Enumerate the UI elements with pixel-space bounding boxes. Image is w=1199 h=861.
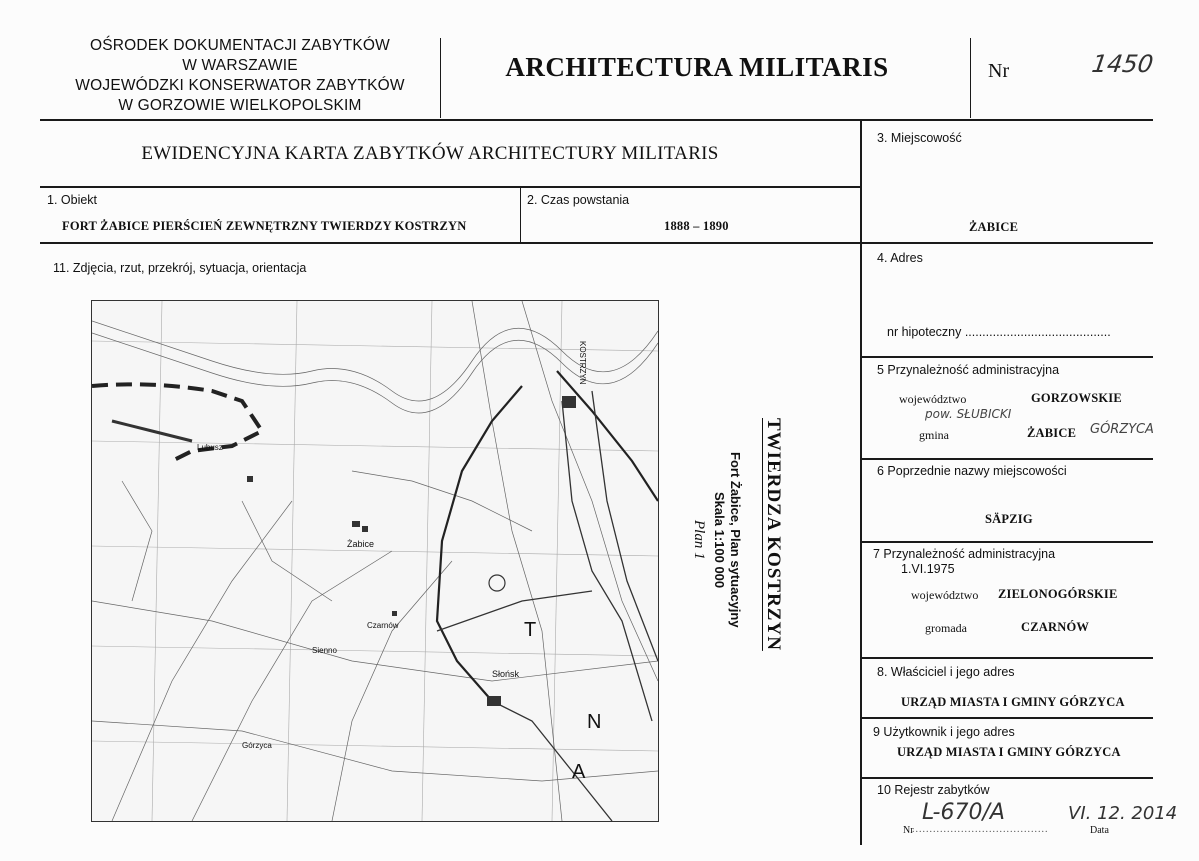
map-label-czarnow: Czarnów — [367, 621, 399, 630]
woj-label: województwo — [899, 392, 967, 406]
obiekt-value: FORT ŻABICE PIERŚCIEŃ ZEWNĘTRZNY TWIERDZY KOSTRZYN — [62, 219, 467, 233]
woj75-value: ZIELONOGÓRSKIE — [998, 587, 1118, 601]
nr-label: Nr — [988, 60, 1010, 82]
uzytkownik-value: URZĄD MIASTA I GMINY GÓRZYCA — [897, 745, 1121, 759]
institution-line: W GORZOWIE WIELKOPOLSKIM — [118, 97, 362, 114]
poprzednie-value: SÄPZIG — [985, 512, 1033, 526]
institution-line: WOJEWÓDZKI KONSERWATOR ZABYTKÓW — [75, 77, 405, 94]
przyn75-bottom-rule — [861, 657, 1153, 659]
wlasciciel-label: 8. Właściciel i jego adres — [877, 665, 1015, 679]
map-letter-n: N — [587, 711, 602, 733]
hipoteczny-label: nr hipoteczny .......................................... — [887, 325, 1111, 339]
institution-line: W WARSZAWIE — [182, 57, 298, 74]
map-caption-line1: Fort Żabice, Plan sytuacyjny — [728, 452, 743, 628]
miejscowosc-label: 3. Miejscowość — [877, 131, 962, 145]
map-caption-line3: Plan 1 — [691, 520, 707, 560]
uzytkownik-label: 9 Użytkownik i jego adres — [873, 725, 1015, 739]
situation-map — [91, 300, 659, 822]
czas-value: 1888 – 1890 — [664, 219, 729, 233]
rejestr-nr-dots: ....................................... — [912, 824, 1049, 835]
rejestr-label: 10 Rejestr zabytków — [877, 783, 990, 797]
nr-value-handwritten: 1450 — [1090, 50, 1156, 78]
institution-line: OŚRODEK DOKUMENTACJI ZABYTKÓW — [89, 37, 391, 54]
data-handwritten: VI. 12. 2014 — [1068, 803, 1178, 824]
map-label-slonsk: Słońsk — [492, 669, 520, 679]
header-divider-left — [440, 38, 441, 118]
map-label-lubusz: Lubusz — [197, 443, 223, 452]
header-divider-right — [970, 38, 971, 118]
gromada-label: gromada — [925, 621, 967, 635]
miejscowosc-value: ŻABICE — [969, 220, 1019, 234]
wlasciciel-bottom-rule — [861, 717, 1153, 719]
wlasciciel-value: URZĄD MIASTA I GMINY GÓRZYCA — [901, 695, 1125, 709]
adres-label: 4. Adres — [877, 251, 923, 265]
rejestr-handwritten: L-670/A — [922, 800, 1005, 825]
map-caption-title: TWIERDZA KOSTRZYN — [763, 418, 784, 651]
gmina-handwritten: GÓRZYCA — [1090, 422, 1154, 437]
przyn75-label: 7 Przynależność administracyjna — [873, 547, 1056, 561]
przyn75-date: 1.VI.1975 — [901, 562, 955, 576]
card-title: EWIDENCYJNA KARTA ZABYTKÓW ARCHITECTURY MILITARIS — [141, 143, 719, 164]
map-label-zabice: Żabice — [347, 539, 375, 549]
map-letter-t: T — [524, 619, 537, 641]
map-label-sienno: Sienno — [312, 646, 337, 655]
right-column-rule — [860, 120, 862, 845]
przyn-bottom-rule — [861, 458, 1153, 460]
rejestr-nr-small: Nr — [903, 825, 914, 836]
card-heading: ARCHITECTURA MILITARIS — [505, 52, 889, 82]
gmina-value: ŻABICE — [1027, 426, 1077, 440]
woj-value: GORZOWSKIE — [1031, 391, 1122, 405]
zdjecia-label: 11. Zdjęcia, rzut, przekrój, sytuacja, orientacja — [53, 261, 307, 275]
object-bottom-rule — [40, 242, 1153, 244]
map-label-gorzyca: Górzyca — [242, 741, 272, 750]
woj75-label: województwo — [911, 588, 979, 602]
map-caption-line2: Skala 1:100 000 — [712, 492, 727, 589]
obiekt-label: 1. Obiekt — [47, 193, 98, 207]
czas-label: 2. Czas powstania — [527, 193, 630, 207]
map-letter-a: A — [572, 761, 586, 783]
card-title-rule — [40, 186, 861, 188]
poprzednie-bottom-rule — [861, 541, 1153, 543]
map-drawing — [92, 301, 658, 821]
map-label-kostrzyn: KOSTRZYN — [578, 341, 587, 385]
pow-handwritten: pow. SŁUBICKI — [925, 407, 1012, 421]
gromada-value: CZARNÓW — [1021, 620, 1090, 634]
adres-bottom-rule — [861, 356, 1153, 358]
institution-block — [40, 36, 440, 116]
header-bottom-rule — [40, 119, 1153, 121]
rejestr-data-small: Data — [1090, 825, 1109, 836]
gmina-label: gmina — [919, 428, 949, 442]
poprzednie-label: 6 Poprzednie nazwy miejscowości — [877, 464, 1067, 478]
object-divider — [520, 187, 521, 242]
uzytkownik-bottom-rule — [861, 777, 1153, 779]
przyn-label: 5 Przynależność administracyjna — [877, 363, 1060, 377]
